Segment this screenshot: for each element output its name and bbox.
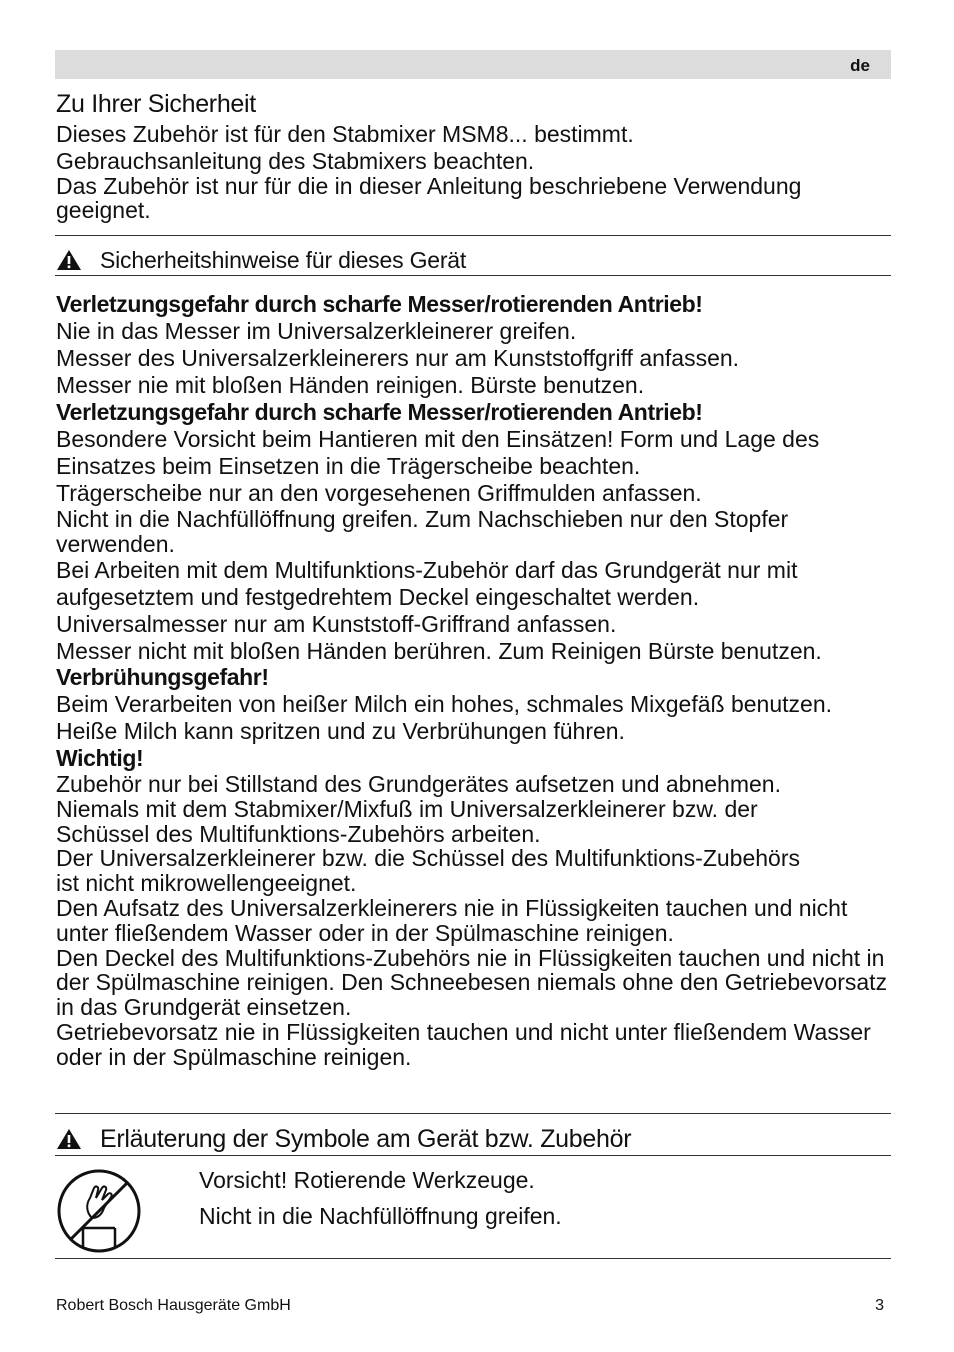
warning-line: Universalmesser nur am Kunststoff-Griffrand anfassen.: [56, 611, 617, 637]
warning-line: Niemals mit dem Stabmixer/Mixfuß im Universalzerkleinerer bzw. der Schüssel des Multifunktions-Zubehörs arbeiten.: [56, 795, 758, 847]
intro-line: Gebrauchsanleitung des Stabmixers beachten.: [56, 147, 535, 174]
symbol-description: Nicht in die Nachfüllöffnung greifen.: [199, 1203, 562, 1229]
symbols-heading: [56, 1123, 891, 1155]
warning-line: Nicht in die Nachfüllöffnung greifen. Zum Nachschieben nur den Stopfer verwenden.: [56, 506, 789, 557]
warning-title: Verletzungsgefahr durch scharfe Messer/rotierenden Antrieb!: [56, 291, 703, 317]
symbols-heading-text: Erläuterung der Symbole am Gerät bzw. Zubehör: [100, 1124, 632, 1153]
warning-line: Besondere Vorsicht beim Hantieren mit den Einsätzen! Form und Lage des Einsatzes beim Einsetzen in die Trägerscheibe beachten.: [56, 426, 820, 479]
warning-icon: [56, 1128, 82, 1150]
warning-line: Beim Verarbeiten von heißer Milch ein hohes, schmales Mixgefäß benutzen. Heiße Milch kann spritzen und zu Verbrühungen führen.: [56, 691, 833, 744]
safety-heading: [56, 246, 891, 274]
warning-line: Nie in das Messer im Universalzerkleinerer greifen.: [56, 318, 577, 344]
divider: [55, 1258, 891, 1259]
safety-content: [56, 291, 896, 1070]
warning-line: Getriebevorsatz nie in Flüssigkeiten tauchen und nicht unter fließendem Wasser oder in der Spülmaschine reinigen.: [56, 1018, 871, 1070]
intro-line: Das Zubehör ist nur für die in dieser Anleitung beschriebene Verwendung geeignet.: [56, 173, 802, 223]
warning-line: Der Universalzerkleinerer bzw. die Schüssel des Multifunktions-Zubehörs ist nicht mikrowellengeeignet.: [56, 845, 800, 897]
safety-heading-text: Sicherheitshinweise für dieses Gerät: [100, 246, 467, 273]
divider: [55, 275, 891, 276]
warning-icon: [56, 249, 82, 271]
page-number: 3: [875, 1297, 884, 1314]
warning-line: Messer des Universalzerkleinerers nur am Kunststoffgriff anfassen.: [56, 345, 740, 371]
warning-title: Verbrühungsgefahr!: [56, 664, 269, 690]
divider: [55, 235, 891, 236]
intro-block: [56, 121, 896, 222]
warning-line: Den Aufsatz des Universalzerkleinerers nie in Flüssigkeiten tauchen und nicht unter fließendem Wasser oder in der Spülmaschine reinigen.: [56, 894, 848, 946]
footer-company: Robert Bosch Hausgeräte GmbH: [56, 1297, 291, 1314]
no-hand-in-filler-icon: [56, 1168, 142, 1254]
page-title: Zu Ihrer Sicherheit: [56, 90, 256, 118]
divider: [55, 1155, 891, 1156]
intro-line: Dieses Zubehör ist für den Stabmixer MSM8... bestimmt.: [56, 121, 634, 147]
divider: [55, 1113, 891, 1114]
symbol-description: Vorsicht! Rotierende Werkzeuge.: [199, 1167, 535, 1193]
warning-title: Verletzungsgefahr durch scharfe Messer/rotierenden Antrieb!: [56, 399, 703, 425]
warning-line: Bei Arbeiten mit dem Multifunktions-Zubehör darf das Grundgerät nur mit aufgesetztem und festgedrehtem Deckel eingeschaltet werden.: [56, 557, 798, 610]
language-bar: [55, 50, 891, 79]
language-label: de: [850, 56, 870, 75]
warning-line: Trägerscheibe nur an den vorgesehenen Griffmulden anfassen.: [56, 480, 702, 506]
warning-line: Messer nie mit bloßen Händen reinigen. Bürste benutzen.: [56, 372, 645, 398]
warning-title: Wichtig!: [56, 745, 144, 771]
warning-line: Den Deckel des Multifunktions-Zubehörs nie in Flüssigkeiten tauchen und nicht in der Spülmaschine reinigen. Den Schneebesen niemals ohne den Getriebevorsatz in das Grundgerät einsetzen.: [56, 944, 888, 1021]
warning-line: Zubehör nur bei Stillstand des Grundgerätes aufsetzen und abnehmen.: [56, 771, 781, 797]
warning-line: Messer nicht mit bloßen Händen berühren. Zum Reinigen Bürste benutzen.: [56, 638, 822, 664]
